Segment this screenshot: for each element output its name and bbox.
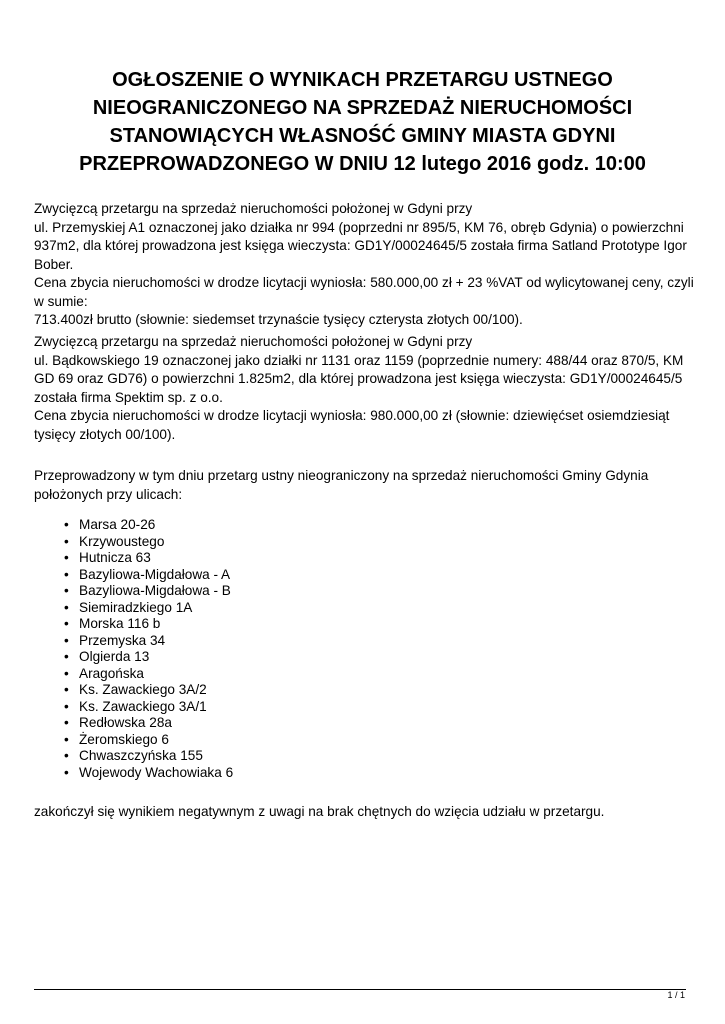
street-list-item: • Żeromskiego 6 [64, 732, 233, 749]
title-line: PRZEPROWADZONEGO W DNIU 12 lutego 2016 godz. 10:00 [79, 153, 646, 175]
negative-result-statement: zakończył się wynikiem negatywnym z uwagi na brak chętnych do wzięcia udziału w przetargu. [34, 804, 605, 819]
street-list-item: • Chwaszczyńska 155 [64, 748, 233, 765]
street-list-item: • Morska 116 b [64, 616, 233, 633]
text-line: została firma Spektim sp. z o.o. [34, 389, 223, 405]
street-list-item: • Ks. Zawackiego 3A/1 [64, 699, 233, 716]
street-list-item: • Aragońska [64, 666, 233, 683]
text-line: Cena zbycia nieruchomości w drodze licytacji wyniosła: 980.000,00 zł (słownie: dziewięćset osiemdziesiąt [34, 408, 670, 423]
street-list-item: • Redłowska 28a [64, 715, 233, 732]
street-list [64, 517, 233, 781]
text-line: Cena zbycia nieruchomości w drodze licytacji wyniosła: 580.000,00 zł + 23 %VAT od wylicytowanej ceny, czyli [34, 275, 694, 290]
title-line: OGŁOSZENIE O WYNIKACH PRZETARGU USTNEGO [112, 69, 613, 91]
text-line: 713.400zł brutto (słownie: siedemset trzynaście tysięcy czterysta złotych 00/100). [34, 312, 523, 327]
title-line: STANOWIĄCYCH WŁASNOŚĆ GMINY MIASTA GDYNI [109, 125, 616, 147]
street-list-item: • Krzywoustego [64, 534, 233, 551]
page-title [34, 66, 691, 178]
street-list-item: • Ks. Zawackiego 3A/2 [64, 682, 233, 699]
street-list-item: • Marsa 20-26 [64, 517, 233, 534]
title-line: NIEOGRANICZONEGO NA SPRZEDAŻ NIERUCHOMOŚCI [92, 97, 633, 119]
text-line: Zwycięzcą przetargu na sprzedaż nieruchomości położonej w Gdyni przy [34, 201, 473, 216]
winner-paragraph-przemyska [34, 200, 694, 330]
text-line: ul. Przemyskiej A1 oznaczonej jako działka nr 994 (poprzedni nr 895/5, KM 76, obręb Gdynia) o powierzchni [34, 219, 684, 235]
street-list-item: • Bazyliowa-Migdałowa - A [64, 567, 233, 584]
footer-divider [34, 989, 686, 990]
page-number: 1 / 1 [667, 990, 685, 1000]
text-line: ul. Bądkowskiego 19 oznaczonej jako działki nr 1131 oraz 1159 (poprzednie numery: 488/44 oraz 870/5, KM [34, 352, 684, 368]
text-line: Zwycięzcą przetargu na sprzedaż nieruchomości położonej w Gdyni przy [34, 334, 473, 349]
text-line: Bober. [34, 256, 74, 272]
winner-paragraph-badkowskiego [34, 333, 694, 444]
text-line: GD 69 oraz GD76) o powierzchni 1.825m2, dla której prowadzona jest księga wieczysta: GD1Y/00024645/5 [34, 371, 683, 386]
text-line: 937m2, dla której prowadzona jest księga wieczysta: GD1Y/00024645/5 została firma Satland Prototype Igor [34, 238, 687, 253]
street-list-item: • Siemiradzkiego 1A [64, 600, 233, 617]
text-line: w sumie: [34, 293, 88, 309]
negative-auction-intro [34, 467, 694, 504]
text-line: Przeprowadzony w tym dniu przetarg ustny nieograniczony na sprzedaż nieruchomości Gminy Gdynia [34, 468, 649, 483]
street-list-item: • Hutnicza 63 [64, 550, 233, 567]
street-list-item: • Bazyliowa-Migdałowa - B [64, 583, 233, 600]
street-list-item: • Olgierda 13 [64, 649, 233, 666]
street-list-item: • Przemyska 34 [64, 633, 233, 650]
street-list-item: • Wojewody Wachowiaka 6 [64, 765, 233, 782]
text-line: tysięcy złotych 00/100). [34, 426, 176, 442]
text-line: położonych przy ulicach: [34, 486, 183, 502]
